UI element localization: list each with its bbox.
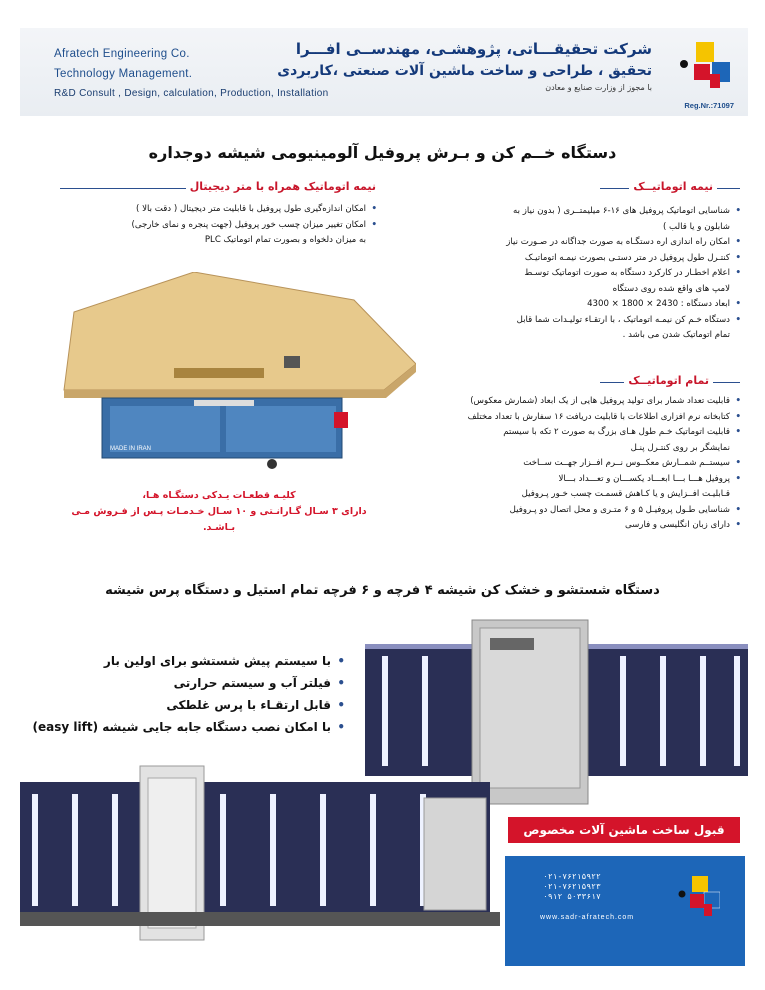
phone-1: ۰۲۱-۷۶۲۱۵۹۲۲ — [543, 872, 601, 881]
section1-title: دستگاه خــم کن و بـرش پروفیل آلومینیومی شیشه دوجداره — [148, 143, 617, 162]
full-auto-heading: تمام اتوماتیــک — [624, 374, 713, 387]
list-item: • دارای زبان انگلیسی و فارسی — [411, 518, 741, 534]
list-item: • قابل ارتقـاء با پرس غلطکی — [33, 694, 345, 716]
list-item: • امکان راه اندازی اره دستگـاه به صورت جداگانه در صـورت نیاز — [411, 235, 741, 251]
list-item: تمام اتوماتیک شدن می باشد . — [622, 330, 730, 340]
list-item: • با امکان نصب دستگاه جابه جایی شیشه (easy lift) — [33, 716, 345, 738]
machine-label: MADE IN IRAN — [110, 446, 152, 452]
list-item: • قابلیت اتوماتیک خـم طول هـای بزرگ به صورت ۲ تکه با سیستم — [411, 425, 741, 441]
company-services-en: R&D Consult , Design, calculation, Production, Installation — [54, 88, 329, 99]
list-item: • شناسایی طـول پروفیـل ۵ و ۶ متـری و محل اتصال دو پـروفیل — [411, 503, 741, 519]
digital-heading: نیمه اتوماتیک همراه با متر دیجیتال — [186, 180, 380, 193]
list-item: • ابعاد دستگاه : 2430 × 1800 × 4300 — [411, 297, 741, 313]
list-item: • با سیستم پیش شستشو برای اولین بار — [33, 650, 345, 672]
semi-auto-features — [411, 204, 741, 344]
list-item: • فیلتر آب و سیستم حرارتی — [33, 672, 345, 694]
list-item: لامپ های واقع شده روی دستگاه — [612, 283, 730, 294]
list-item: • دستگاه خـم کن نیمـه اتوماتیک ، با ارتقـاء تولیـدات شما قابل — [411, 313, 741, 329]
company-logo-icon — [676, 876, 720, 918]
list-item: • اعلام اخطـار در کارکرد دستگاه به صورت اتوماتیک توسـط — [411, 266, 741, 282]
persian-company-info — [277, 38, 652, 94]
custom-machinery-banner: قبول ساخت ماشین آلات مخصوص — [508, 817, 740, 843]
list-item: • پروفیل هـــا بـــا ابعـــاد یکســـان و تعـــداد بـــالا — [411, 472, 741, 488]
company-subtitle-en: Technology Management. — [54, 68, 193, 80]
list-item: • قابلیت تعداد شمار برای تولید پروفیل هایی از یک ابعاد (شمارش معکوس) — [411, 394, 741, 410]
semi-auto-heading: نیمه اتوماتیــک — [629, 180, 717, 193]
registration-number: Reg.Nr.:71097 — [684, 101, 734, 110]
list-item: • کنتـرل طول پروفیل در متر دستـی بصورت نیمـه اتوماتیـک — [411, 251, 741, 267]
list-item: قـابلیـت افــزایش و یا کـاهش قسمـت چسب خـور پـروفیل — [521, 489, 730, 499]
list-item: • شناسایی اتوماتیک پروفیل های ۱۶-۶ میلیمتــری ( بدون نیاز به — [411, 204, 741, 220]
company-logo-icon — [676, 42, 730, 92]
list-item: • کتابخانه نرم افزاری اطلاعات با قابلیت دریافت ۱۶ سفارش با تعداد مختلف — [411, 410, 741, 426]
company-header — [20, 28, 748, 116]
list-item: • امکان اندازه‌گیری طول پروفیل با قابلیت متر دیجیتال ( دقت بالا ) — [47, 202, 377, 218]
digital-features — [47, 202, 377, 249]
warranty-note — [54, 488, 384, 536]
list-item: به میزان دلخواه و بصورت تمام اتوماتیک PLC — [204, 235, 366, 245]
list-item: نمایشگر بر روی کنتـرل پنـل — [630, 442, 730, 453]
license-note: با مجوز از وزارت صنایع و معادن — [545, 83, 652, 92]
list-item: شابلون و یا قالب ) — [662, 221, 730, 232]
full-auto-features — [411, 394, 741, 534]
list-item: • امکان تغییر میزان چسب خور پروفیل (جهت پنجره و نمای خارجی) — [47, 218, 377, 234]
phone-3: ۰۹۱۲ ۵۰۳۳۶۱۷ — [543, 892, 601, 901]
washing-features — [33, 650, 345, 738]
warranty-line1: کلیـه قطعـات یـدکی دستگـاه هـا، — [142, 490, 296, 501]
company-name-en: Afratech Engineering Co. — [54, 48, 190, 60]
company-name-fa: شرکت تحقیقـــاتی، پژوهشـی، مهندســی افـــرا — [295, 40, 652, 58]
website-link[interactable]: www.sadr-afratech.com — [540, 914, 635, 921]
bending-machine-image — [44, 272, 416, 474]
phone-2: ۰۲۱-۷۶۲۱۵۹۲۳ — [543, 882, 601, 891]
phone-numbers — [543, 872, 601, 902]
warranty-line2: دارای ۳ سـال گـارانـتی و ۱۰ سـال خـدمـات پـس از فـروش مـی بـاشـد. — [71, 506, 367, 533]
section2-title: دستگاه شستشو و خشک کن شیشه ۴ فرچه و ۶ فرچه تمام استیل و دستگاه پرس شیشه — [105, 583, 660, 598]
list-item: • سیستــم شمــارش معکــوس نــرم افــزار جهــت ســاخت — [411, 456, 741, 472]
company-services-fa: تحقیق ، طراحی و ساخت ماشین آلات صنعتی ،کاربردی — [277, 63, 652, 79]
